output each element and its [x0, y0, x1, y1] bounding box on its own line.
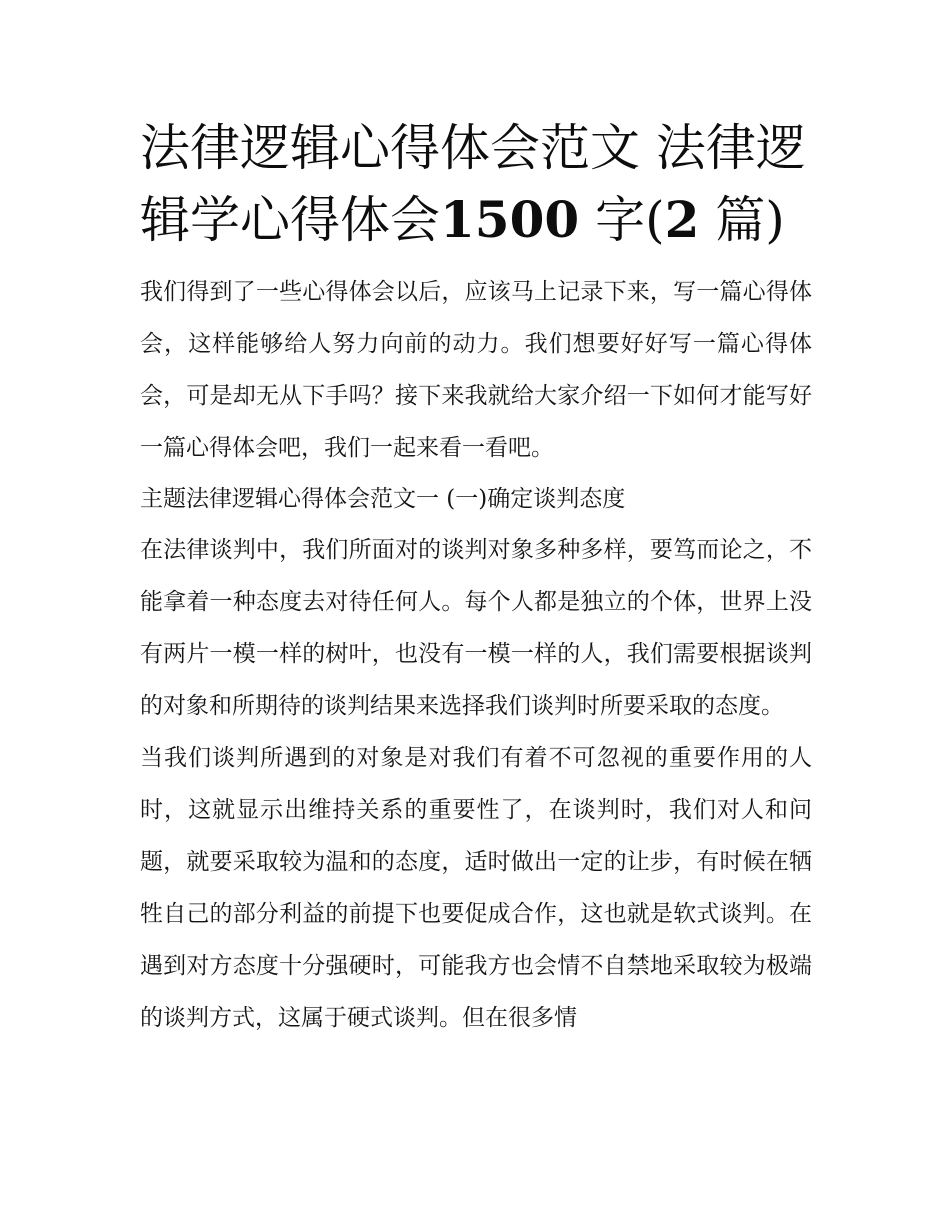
body-paragraph-1: 在法律谈判中，我们所面对的谈判对象多种多样，要笃而论之，不能拿着一种态度去对待任何人。每个人都是独立的个体，世界上没有两片一模一样的树叶，也没有一模一样的人，我们需要根据谈判的对象和所期待的谈判结果来选择我们谈判时所要采取的态度。	[140, 537, 812, 719]
document-body	[140, 112, 812, 1044]
title-suffix: 字(	[579, 191, 665, 249]
intro-paragraph: 我们得到了一些心得体会以后，应该马上记录下来，写一篇心得体会，这样能够给人努力向前的动力。我们想要好好写一篇心得体会，可是却无从下手吗？接下来我就给大家介绍一下如何才能写好一篇心得体会吧，我们一起来看一看吧。	[140, 279, 812, 461]
section-heading: 主题法律逻辑心得体会范文一 (一)确定谈判态度	[140, 486, 626, 512]
title-count: 2	[664, 190, 700, 249]
document-title	[140, 112, 812, 256]
title-number: 1500	[440, 190, 580, 249]
title-text: 法律逻辑心得体会范文 法律逻辑学心得体会	[140, 119, 806, 249]
body-paragraph-2: 当我们谈判所遇到的对象是对我们有着不可忽视的重要作用的人时，这就显示出维持关系的重要性了，在谈判时，我们对人和问题，就要采取较为温和的态度，适时做出一定的让步，有时候在牺牲自己的部分利益的前提下也要促成合作，这也就是软式谈判。在遇到对方态度十分强硬时，可能我方也会情不自禁地采取较为极端的谈判方式，这属于硬式谈判。但在很多情	[140, 745, 812, 1031]
title-end: 篇)	[699, 191, 785, 249]
